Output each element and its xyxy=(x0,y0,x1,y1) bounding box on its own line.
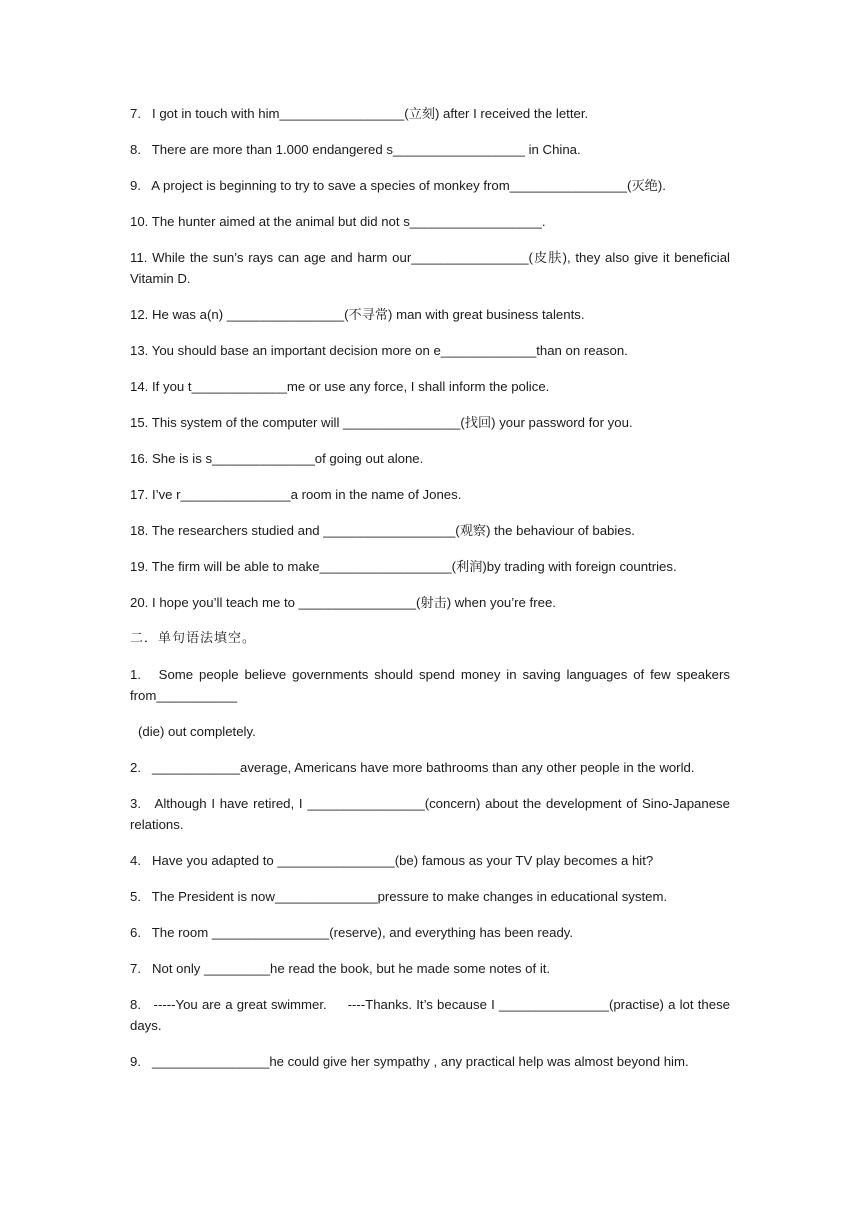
grammar-item-7: 7. Not only _________he read the book, but he made some notes of it. xyxy=(130,961,551,976)
grammar-item-4: 4. Have you adapted to ________________(be) famous as your TV play becomes a hit? xyxy=(130,853,654,868)
question-item-10: 10. The hunter aimed at the animal but did not s__________________. xyxy=(130,214,546,229)
grammar-item-8: 8. -----You are a great swimmer. ----Thanks. It’s because I _______________(practise) a lot these days. xyxy=(130,997,734,1033)
question-item-13: 13. You should base an important decision more on e_____________than on reason. xyxy=(130,343,628,358)
grammar-item-9: 9. ________________he could give her sympathy , any practical help was almost beyond him. xyxy=(130,1054,689,1069)
grammar-item-1: 1. Some people believe governments should spend money in saving languages of few speakers from___________ xyxy=(130,667,734,703)
section-heading: 二．单句语法填空。 xyxy=(130,631,257,646)
question-item-20: 20. I hope you’ll teach me to ________________(射击) when you’re free. xyxy=(130,595,556,610)
question-item-9: 9. A project is beginning to try to save a species of monkey from________________(灭绝). xyxy=(130,178,666,193)
grammar-section xyxy=(130,628,734,1072)
question-item-11: 11. While the sun’s rays can age and harm our________________(皮肤), they also give it beneficial Vitamin D. xyxy=(130,250,734,286)
grammar-item-6: 6. The room ________________(reserve), and everything has been ready. xyxy=(130,925,574,940)
question-item-8: 8. There are more than 1.000 endangered s__________________ in China. xyxy=(130,142,581,157)
grammar-item-1-continuation: (die) out completely. xyxy=(138,724,256,739)
worksheet-page xyxy=(130,103,734,1087)
question-item-12: 12. He was a(n) ________________(不寻常) man with great business talents. xyxy=(130,307,585,322)
question-item-15: 15. This system of the computer will ________________(找回) your password for you. xyxy=(130,415,633,430)
vocabulary-section xyxy=(130,103,734,613)
question-item-16: 16. She is is s______________of going out alone. xyxy=(130,451,424,466)
grammar-item-5: 5. The President is now______________pressure to make changes in educational system. xyxy=(130,889,668,904)
grammar-item-2: 2. ____________average, Americans have more bathrooms than any other people in the world. xyxy=(130,760,695,775)
question-item-19: 19. The firm will be able to make__________________(利润)by trading with foreign countries. xyxy=(130,559,677,574)
grammar-item-3: 3. Although I have retired, I ________________(concern) about the development of Sino-Japanese relations. xyxy=(130,796,734,832)
question-item-18: 18. The researchers studied and __________________(观察) the behaviour of babies. xyxy=(130,523,635,538)
question-item-14: 14. If you t_____________me or use any force, I shall inform the police. xyxy=(130,379,550,394)
question-item-17: 17. I’ve r_______________a room in the name of Jones. xyxy=(130,487,462,502)
question-item-7: 7. I got in touch with him_________________(立刻) after I received the letter. xyxy=(130,106,589,121)
